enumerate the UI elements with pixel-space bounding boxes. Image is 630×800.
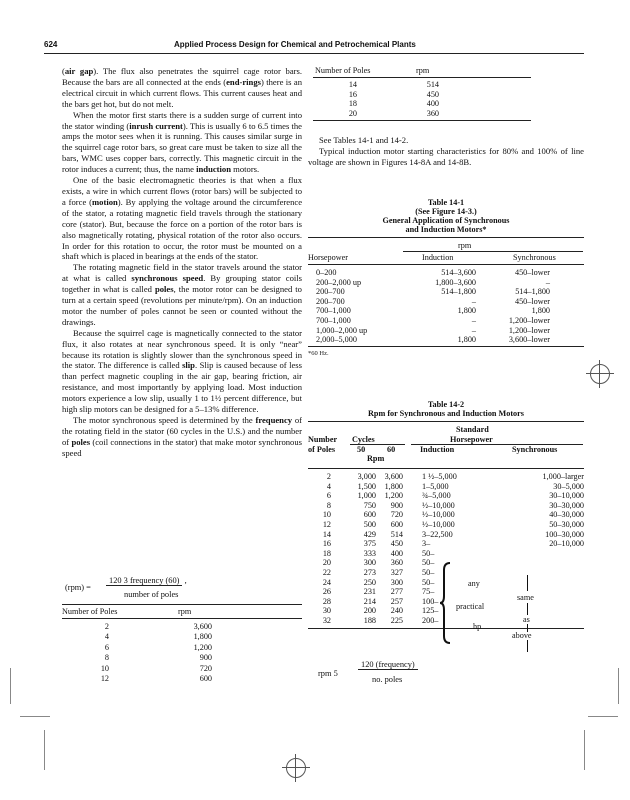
table1-body	[308, 265, 584, 345]
table-cell: 600	[363, 510, 376, 520]
bold-term: slip	[182, 360, 195, 371]
table-cell: 333	[363, 548, 376, 558]
table-row	[308, 287, 584, 297]
table-row	[308, 482, 584, 492]
table-cell: 450	[426, 89, 439, 99]
table-cell: 1,800	[457, 306, 476, 316]
table-cell: ½–10,000	[422, 510, 455, 520]
table-cell: 10	[322, 510, 331, 520]
table-cell: 32	[322, 615, 331, 625]
table-cell: 200–700	[316, 296, 345, 306]
crop-mark	[20, 716, 50, 717]
table-cell: 240	[390, 606, 403, 616]
ditto-line	[527, 575, 528, 591]
header-cell: Number of Poles	[315, 66, 371, 75]
group-rule	[403, 251, 583, 252]
text-run: (	[62, 66, 65, 76]
table-cell: –	[471, 325, 476, 335]
table-title: and Induction Motors*	[405, 225, 487, 234]
side-word: as	[523, 615, 530, 624]
table-row	[308, 510, 584, 520]
table-cell: 10	[100, 663, 109, 673]
table-cell: 30–30,000	[549, 500, 584, 510]
formula-denominator: no. poles	[372, 675, 403, 684]
header-cell: rpm	[416, 66, 430, 75]
table-cell: 277	[390, 587, 403, 597]
formula-denominator: number of poles	[124, 590, 179, 599]
table-cell: 26	[322, 587, 331, 597]
table-label: Table 14-1	[427, 198, 465, 207]
poles-table-continued	[313, 64, 531, 121]
table-cell: 225	[390, 615, 403, 625]
header-cell: Rpm	[367, 454, 385, 463]
text-run: The motor synchronous speed is determined by the	[73, 415, 256, 425]
bold-term: poles	[154, 284, 174, 295]
header-cell: Horsepower	[308, 253, 349, 262]
table-see-figure: (See Figure 14-3.)	[415, 207, 477, 216]
table-cell: 8	[104, 653, 109, 663]
table-cell: 14	[322, 529, 331, 539]
see-tables-paragraph: See Tables 14-1 and 14-2.	[319, 135, 409, 145]
brace-word: hp	[473, 622, 482, 631]
table-cell: 188	[363, 615, 376, 625]
text-run: . By grouping stator coils together in what is called	[62, 273, 302, 295]
bold-term: frequency	[255, 415, 293, 425]
table-row	[308, 520, 584, 530]
formula-numerator	[106, 576, 187, 586]
poles-table-body	[62, 619, 302, 684]
table-row	[313, 99, 531, 109]
table-cell: 257	[390, 596, 403, 606]
table-cell: 4	[104, 632, 109, 642]
poles-table-header	[62, 605, 302, 618]
text-run: The rotating magnetic field in the stator travels around the stator at what is called	[62, 262, 302, 284]
table-cell: 300	[390, 577, 403, 587]
running-title: Applied Process Design for Chemical and Petrochemical Plants	[174, 40, 416, 49]
table-row	[313, 90, 531, 100]
table-cell: –	[471, 315, 476, 325]
table-cell: 2	[326, 472, 331, 481]
poles-table	[62, 604, 302, 684]
table-cell: 50–30,000	[549, 519, 584, 529]
header-cell: Cycles	[352, 435, 375, 444]
table-cell: 1,500	[357, 481, 376, 491]
table-cell: 3–	[422, 539, 431, 549]
table-cell: 16	[348, 89, 357, 99]
table-cell: 273	[363, 567, 376, 577]
table-cell: 375	[363, 539, 376, 549]
left-column-text	[62, 66, 302, 459]
text-run: (coil connections in the stator) that make motor synchronous speed	[62, 436, 302, 458]
table-title: General Application of Synchronous	[382, 216, 510, 225]
table-cell: 300	[363, 558, 376, 568]
formula-suffix: ,	[184, 576, 187, 585]
table-cell: 18	[322, 548, 331, 558]
table-cell: 2	[104, 622, 109, 631]
table-row	[313, 109, 531, 119]
table-rule	[313, 120, 531, 121]
table-cell: 28	[322, 596, 331, 606]
header-rule	[44, 53, 584, 54]
table-cell: ½–10,000	[422, 519, 455, 529]
table-cell: 200	[363, 606, 376, 616]
text-run: . Slip is caused because of less than perfect magnetic coupling in the air gap, bearing friction, air resistance, and most importantly by applying load. Most induction motors experience a low slip, usually 1 to 1½ percent difference, but high slip motors can be designed for a 5–13% difference.	[62, 360, 302, 415]
crop-mark	[10, 668, 11, 704]
table-row	[62, 674, 302, 684]
page-number: 624	[44, 40, 58, 49]
table-row	[308, 472, 584, 482]
table-row	[308, 491, 584, 501]
table-cell: 1 ½–5,000	[422, 472, 457, 481]
table2-header	[308, 422, 584, 462]
bold-term: induction	[196, 164, 231, 175]
text-run: of the rotating field in the stator (60 cycles in the U.S.) and the number of	[62, 415, 302, 447]
table-row	[308, 549, 584, 559]
table-row	[308, 268, 584, 278]
brace-word: practical	[456, 602, 485, 611]
table-cell: 8	[326, 500, 331, 510]
table-row	[308, 539, 584, 549]
table-cell: 450	[390, 539, 403, 549]
bold-term: motion	[92, 196, 118, 207]
crop-mark	[588, 716, 618, 717]
registration-mark	[590, 364, 610, 384]
table-cell: 30	[322, 606, 331, 616]
table-cell: ½–10,000	[422, 500, 455, 510]
table-cell: 700–1,000	[316, 315, 351, 325]
curly-brace	[440, 562, 454, 644]
table-row	[62, 664, 302, 674]
crop-mark	[44, 730, 45, 770]
ditto-line	[527, 640, 528, 652]
table-cell: 3–22,500	[422, 529, 453, 539]
header-cell: 50	[357, 445, 366, 454]
ditto-line	[527, 603, 528, 615]
table-rule	[308, 346, 584, 347]
table-cell: 50–	[422, 567, 435, 577]
body-paragraph	[62, 110, 302, 175]
header-cell: Number	[308, 435, 338, 444]
header-cell: Synchronous	[513, 253, 556, 262]
table-row	[62, 643, 302, 653]
formula-numerator-text: 120 3 frequency (60)	[106, 576, 182, 586]
right-intro-text	[308, 135, 584, 168]
table-cell: 600	[390, 519, 403, 529]
table-cell: 20	[322, 558, 331, 568]
table-cell: 500	[363, 519, 376, 529]
table-row	[308, 316, 584, 326]
table-cell: 450–lower	[514, 296, 550, 306]
table-row	[308, 530, 584, 540]
crop-mark	[618, 668, 619, 704]
formula-lhs: rpm 5	[318, 669, 338, 678]
crop-mark	[584, 730, 585, 770]
header-cell: of Poles	[308, 445, 336, 454]
header-cell: Synchronous	[512, 445, 558, 454]
table-footnote: *60 Hz.	[308, 349, 329, 357]
table-row	[62, 622, 302, 632]
group-header: rpm	[458, 241, 472, 250]
table-cell: 24	[322, 577, 331, 587]
formula-numerator: 120 (frequency)	[358, 660, 418, 670]
table-label: Table 14-2	[427, 400, 465, 409]
table-cell: 514–3,600	[441, 268, 476, 277]
table-cell: 125–	[422, 606, 439, 616]
header-cell: rpm	[178, 607, 192, 616]
table-cell: 720	[199, 663, 212, 673]
table-cell: 16	[322, 539, 331, 549]
formula-lhs: (rpm) =	[65, 583, 91, 592]
table-cell: 20–10,000	[549, 539, 584, 549]
table-cell: 50–	[422, 558, 435, 568]
table-row	[308, 326, 584, 336]
poles-table-cont-body	[313, 78, 531, 118]
header-cell: 60	[387, 445, 396, 454]
table-row	[308, 278, 584, 288]
bold-term: synchronous speed	[131, 273, 204, 284]
table-14-1	[308, 198, 584, 357]
table-row	[308, 297, 584, 307]
text-run: ). The flux also penetrates the squirrel cage rotor bars. Because the bars are all connected at the ends (	[62, 66, 302, 87]
table-cell: 75–	[422, 587, 435, 597]
header-cell: Standard	[456, 425, 489, 434]
table-cell: 250	[363, 577, 376, 587]
table-cell: 720	[390, 510, 403, 520]
side-word: above	[512, 631, 532, 640]
table-cell: –	[545, 277, 550, 287]
rpm-formula	[62, 574, 302, 604]
text-run: ) there is an electrical circuit in which current flows. This current causes heat and the bars get hot, but do not melt.	[62, 76, 302, 109]
table-cell: 429	[363, 529, 376, 539]
bold-term: inrush current	[129, 120, 183, 131]
table-cell: 0–200	[316, 268, 337, 277]
header-cell: Induction	[420, 445, 455, 454]
body-paragraph	[62, 262, 302, 327]
table-cell: 400	[426, 99, 439, 109]
table-cell: 12	[322, 519, 331, 529]
table-cell: 30–5,000	[553, 481, 584, 491]
typical-paragraph: Typical induction motor starting characteristics for 80% and 100% of line voltage are shown in Figures 14-8A and 14-8B.	[308, 145, 584, 167]
table-cell: 1,200–lower	[508, 325, 550, 335]
table-cell: 22	[322, 567, 331, 577]
text-run: When the motor first starts there is a sudden surge of current into the stator winding (	[62, 109, 302, 131]
table-cell: 450–lower	[514, 268, 550, 277]
table-cell: 6	[326, 491, 331, 501]
table-row	[308, 306, 584, 316]
table-cell: 12	[100, 673, 109, 683]
side-word: same	[517, 593, 534, 602]
table-cell: 3,600	[193, 622, 212, 631]
table-cell: 214	[363, 596, 376, 606]
table-row	[308, 335, 584, 345]
table-cell: 327	[390, 567, 403, 577]
table-cell: 1,200	[193, 642, 212, 652]
text-run: , the motor rotor can be designed to turn at a certain speed (revolutions per minute/rpm). On an induction motor the number of poles cannot be seen or counted without the drawings.	[62, 284, 302, 327]
table-row	[313, 80, 531, 90]
body-paragraph	[62, 66, 302, 110]
table1-header	[308, 238, 584, 264]
table-cell: 50–	[422, 548, 435, 558]
header-cell: Horsepower	[450, 435, 493, 444]
table-cell: 100–	[422, 596, 439, 606]
table-cell: 1,000	[357, 491, 376, 501]
table-cell: 6	[104, 642, 109, 652]
text-run: motors.	[231, 164, 260, 175]
text-run: ). By applying the voltage around the circumference of the stator, a rotating magnetic field travels through the stationary core (stator). But, because the force on a portion of the rotor bars is also magnetically rotating, physical rotation of the rotor also occurs. In order for this rotation to occur, the rotor must be mounted on a shaft which is placed in bearings at the ends of the stator.	[62, 196, 303, 262]
table-cell: 514–1,800	[441, 287, 476, 297]
table-cell: 1,000–2,000 up	[316, 325, 368, 335]
table-cell: 1–5,000	[422, 481, 449, 491]
text-run: One of the basic electromagnetic theories is that when a flux exists, a wire in which current flows (rotor bars) will be subjected to a force (	[62, 175, 302, 207]
body-paragraph	[62, 415, 302, 459]
table-cell: 2,000–5,000	[316, 335, 357, 345]
table-cell: 750	[363, 500, 376, 510]
table-cell: 1,800	[531, 306, 550, 316]
table-cell: 3,000	[357, 472, 376, 481]
table-cell: –	[471, 296, 476, 306]
table-cell: 3,600	[384, 472, 403, 481]
table-cell: 18	[348, 99, 357, 109]
table-row	[62, 632, 302, 642]
table-cell: 700–1,000	[316, 306, 351, 316]
table-cell: 50–	[422, 577, 435, 587]
table-row	[62, 653, 302, 663]
table-cell: 4	[326, 481, 331, 491]
table-cell: 1,800	[193, 632, 212, 642]
table-cell: 20	[348, 108, 357, 118]
brace-word: any	[468, 579, 480, 588]
table-cell: 360	[426, 108, 439, 118]
table-cell: 600	[199, 673, 212, 683]
table-cell: 40–30,000	[549, 510, 584, 520]
table-cell: 14	[348, 80, 357, 89]
table-cell: ¾–5,000	[422, 491, 451, 501]
table-cell: 1,800–3,600	[435, 277, 476, 287]
table-cell: 900	[390, 500, 403, 510]
table-cell: 514	[390, 529, 403, 539]
table-cell: 100–30,000	[545, 529, 584, 539]
table-cell: 3,600–lower	[508, 335, 550, 345]
table-cell: 1,800	[384, 481, 403, 491]
table-cell: 1,200–lower	[508, 315, 550, 325]
table-cell: 514–1,800	[515, 287, 550, 297]
bold-term: end-rings	[226, 76, 261, 87]
table-cell: 200–700	[316, 287, 345, 297]
table-cell: 30–10,000	[549, 491, 584, 501]
table-cell: 1,000–larger	[542, 472, 584, 481]
registration-mark	[286, 758, 306, 778]
table-cell: 900	[199, 653, 212, 663]
body-paragraph	[62, 328, 302, 415]
table-title: Rpm for Synchronous and Induction Motors	[368, 409, 524, 418]
header-cell: Induction	[422, 253, 454, 262]
rpm-formula-2	[318, 660, 518, 690]
table-cell: 400	[390, 548, 403, 558]
table-cell: 1,800	[457, 335, 476, 345]
table-row	[308, 501, 584, 511]
text-run: ). This is usually 6 to 6.5 times the amps the motor sees when it is running. This causes similar surge in the squirrel cage rotor bars, so great care must be taken to size all the bars, WMC uses copper bars, correctly. This magnetic circuit in the rotor induces a current; thus, the name	[62, 120, 302, 175]
table-cell: 360	[390, 558, 403, 568]
table-cell: 514	[426, 80, 439, 89]
table-cell: 200–2,000 up	[316, 277, 362, 287]
table-cell: 200–	[422, 615, 439, 625]
bold-term: poles	[71, 436, 91, 447]
text-run: Because the squirrel cage is magnetically connected to the stator flux, it also rotates at near synchronous speed. It is only “near” because its rotation is slightly slower than the synchronous speed in the stator. The difference is called	[62, 327, 302, 371]
header-cell: Number of Poles	[62, 607, 118, 616]
body-paragraph	[62, 175, 302, 262]
bold-term: air gap	[64, 66, 94, 76]
poles-table-cont-header	[313, 64, 531, 77]
table-cell: 231	[363, 587, 376, 597]
table-cell: 1,200	[384, 491, 403, 501]
